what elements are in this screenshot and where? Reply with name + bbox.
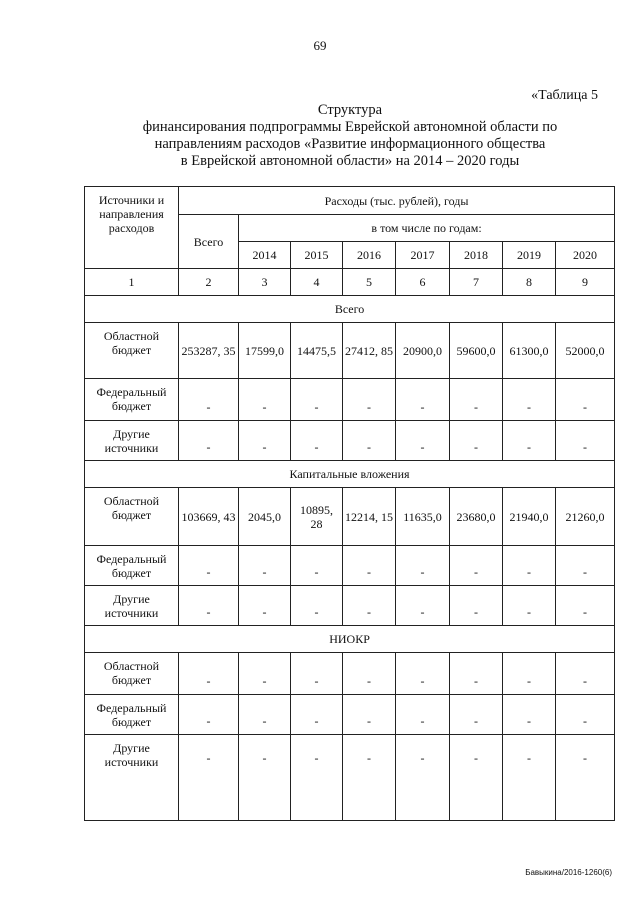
value-cell: 2045,0 bbox=[239, 488, 291, 546]
value-cell: - bbox=[396, 735, 450, 821]
value-cell: - bbox=[396, 379, 450, 421]
section-row bbox=[85, 296, 615, 323]
header-year: 2018 bbox=[450, 242, 503, 269]
row-source: Другие источники bbox=[85, 421, 179, 461]
value-cell: 21260,0 bbox=[556, 488, 615, 546]
column-number: 9 bbox=[556, 269, 615, 296]
value-cell: - bbox=[503, 379, 556, 421]
value-cell: - bbox=[450, 653, 503, 695]
title-line: финансирования подпрограммы Еврейской автономной области по bbox=[142, 119, 558, 135]
row-source: Федеральный бюджет bbox=[85, 546, 179, 586]
value-cell: 20900,0 bbox=[396, 323, 450, 379]
table-row bbox=[85, 695, 615, 735]
value-cell: - bbox=[396, 546, 450, 586]
value-cell: - bbox=[343, 653, 396, 695]
value-cell: 27412, 85 bbox=[343, 323, 396, 379]
header-year: 2016 bbox=[343, 242, 396, 269]
value-cell: 61300,0 bbox=[503, 323, 556, 379]
document-title bbox=[60, 102, 640, 170]
header-expenses: Расходы (тыс. рублей), годы bbox=[179, 187, 615, 215]
row-source: Федеральный бюджет bbox=[85, 379, 179, 421]
table-row bbox=[85, 379, 615, 421]
row-source: Областной бюджет bbox=[85, 323, 179, 379]
value-cell: - bbox=[450, 546, 503, 586]
footer-code: Бавыкина/2016-1260(6) bbox=[525, 868, 612, 877]
value-cell: - bbox=[239, 546, 291, 586]
value-cell: - bbox=[179, 695, 239, 735]
page-number: 69 bbox=[313, 38, 327, 53]
value-cell: - bbox=[450, 586, 503, 626]
value-cell: 12214, 15 bbox=[343, 488, 396, 546]
row-source: Федеральный бюджет bbox=[85, 695, 179, 735]
value-cell: 52000,0 bbox=[556, 323, 615, 379]
column-number: 7 bbox=[450, 269, 503, 296]
value-cell: - bbox=[503, 735, 556, 821]
value-cell: 21940,0 bbox=[503, 488, 556, 546]
header-year: 2019 bbox=[503, 242, 556, 269]
table-row bbox=[85, 323, 615, 379]
value-cell: - bbox=[450, 421, 503, 461]
value-cell: - bbox=[503, 586, 556, 626]
value-cell: - bbox=[556, 653, 615, 695]
column-number: 3 bbox=[239, 269, 291, 296]
table-row bbox=[85, 546, 615, 586]
value-cell: - bbox=[343, 421, 396, 461]
value-cell: 253287, 35 bbox=[179, 323, 239, 379]
value-cell: - bbox=[239, 735, 291, 821]
table-row bbox=[85, 586, 615, 626]
value-cell: - bbox=[343, 586, 396, 626]
value-cell: - bbox=[239, 653, 291, 695]
header-sources: Источники и направления расходов bbox=[85, 187, 179, 269]
row-source: Другие источники bbox=[85, 586, 179, 626]
value-cell: - bbox=[556, 735, 615, 821]
value-cell: - bbox=[556, 586, 615, 626]
value-cell: - bbox=[503, 421, 556, 461]
value-cell: 11635,0 bbox=[396, 488, 450, 546]
value-cell: - bbox=[450, 735, 503, 821]
value-cell: - bbox=[343, 735, 396, 821]
header-year: 2020 bbox=[556, 242, 615, 269]
value-cell: - bbox=[179, 653, 239, 695]
value-cell: - bbox=[179, 546, 239, 586]
value-cell: 10895, 28 bbox=[291, 488, 343, 546]
value-cell: - bbox=[556, 695, 615, 735]
value-cell: - bbox=[291, 735, 343, 821]
header-year: 2014 bbox=[239, 242, 291, 269]
value-cell: - bbox=[343, 379, 396, 421]
column-number: 2 bbox=[179, 269, 239, 296]
value-cell: - bbox=[291, 379, 343, 421]
value-cell: - bbox=[503, 546, 556, 586]
value-cell: 59600,0 bbox=[450, 323, 503, 379]
value-cell: - bbox=[291, 695, 343, 735]
value-cell: - bbox=[239, 586, 291, 626]
value-cell: - bbox=[396, 695, 450, 735]
table-row bbox=[85, 488, 615, 546]
table-label: «Таблица 5 bbox=[531, 88, 598, 103]
column-number: 5 bbox=[343, 269, 396, 296]
title-line: направлениям расходов «Развитие информационного общества bbox=[154, 136, 546, 152]
value-cell: - bbox=[503, 653, 556, 695]
column-number: 1 bbox=[85, 269, 179, 296]
column-number: 8 bbox=[503, 269, 556, 296]
section-title: Капитальные вложения bbox=[85, 461, 615, 488]
section-title: НИОКР bbox=[85, 626, 615, 653]
value-cell: - bbox=[179, 586, 239, 626]
column-number: 4 bbox=[291, 269, 343, 296]
table-row bbox=[85, 653, 615, 695]
value-cell: - bbox=[503, 695, 556, 735]
value-cell: - bbox=[291, 421, 343, 461]
value-cell: - bbox=[396, 586, 450, 626]
row-source: Областной бюджет bbox=[85, 488, 179, 546]
table-row bbox=[85, 735, 615, 821]
section-row bbox=[85, 461, 615, 488]
value-cell: 17599,0 bbox=[239, 323, 291, 379]
value-cell: - bbox=[556, 546, 615, 586]
value-cell: - bbox=[556, 421, 615, 461]
header-by-years: в том числе по годам: bbox=[239, 215, 615, 242]
column-number: 6 bbox=[396, 269, 450, 296]
value-cell: - bbox=[291, 546, 343, 586]
title-line: Структура bbox=[317, 102, 383, 118]
value-cell: - bbox=[556, 379, 615, 421]
value-cell: 103669, 43 bbox=[179, 488, 239, 546]
value-cell: - bbox=[179, 379, 239, 421]
header-year: 2015 bbox=[291, 242, 343, 269]
value-cell: 23680,0 bbox=[450, 488, 503, 546]
value-cell: - bbox=[179, 735, 239, 821]
value-cell: - bbox=[343, 546, 396, 586]
value-cell: - bbox=[291, 653, 343, 695]
header-total: Всего bbox=[179, 215, 239, 269]
value-cell: - bbox=[179, 421, 239, 461]
value-cell: - bbox=[450, 695, 503, 735]
financing-table bbox=[84, 186, 615, 821]
value-cell: - bbox=[343, 695, 396, 735]
table-body bbox=[85, 296, 615, 821]
value-cell: - bbox=[396, 653, 450, 695]
title-line: в Еврейской автономной области» на 2014 – 2020 годы bbox=[180, 153, 520, 169]
section-row bbox=[85, 626, 615, 653]
table-row bbox=[85, 421, 615, 461]
value-cell: 14475,5 bbox=[291, 323, 343, 379]
row-source: Другие источники bbox=[85, 735, 179, 821]
row-source: Областной бюджет bbox=[85, 653, 179, 695]
value-cell: - bbox=[291, 586, 343, 626]
value-cell: - bbox=[239, 695, 291, 735]
section-title: Всего bbox=[85, 296, 615, 323]
value-cell: - bbox=[450, 379, 503, 421]
value-cell: - bbox=[396, 421, 450, 461]
value-cell: - bbox=[239, 421, 291, 461]
value-cell: - bbox=[239, 379, 291, 421]
header-year: 2017 bbox=[396, 242, 450, 269]
